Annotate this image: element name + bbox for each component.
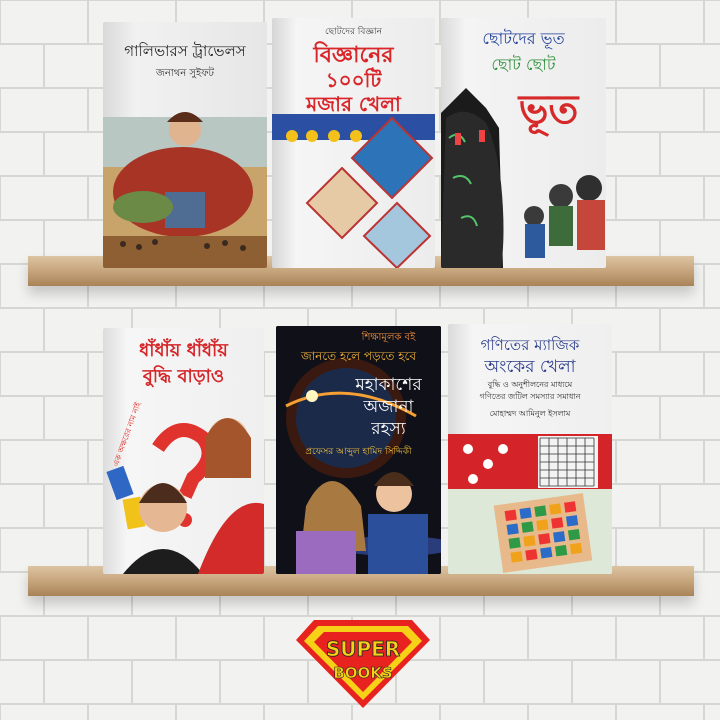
book-series: শিক্ষামূলক বই (361, 332, 416, 343)
book-author: জনাথন সুইফট (155, 68, 214, 79)
book-side-text: এক অক্ষরের নাম নাই (111, 400, 143, 468)
book-title-line1: বিজ্ঞানের (313, 43, 394, 68)
book-title-line2: অংকের খেলা (484, 357, 576, 377)
book-title-line3: মজার খেলা (306, 92, 401, 116)
book-title-line2: অজানা (363, 397, 414, 417)
logo-line2: BOOKS (333, 664, 393, 682)
book-title-line3: রহস্য (371, 419, 406, 439)
logo-line1: SUPER (325, 637, 401, 661)
book-author: মোহাম্মদ আমিনুল ইসলাম (489, 409, 571, 418)
book-subtitle-line1: বুদ্ধি ও অনুশীলনের মাধ্যমে (487, 380, 573, 389)
book-tagline: জানতে হলে পড়তে হবে (300, 349, 417, 363)
book-gullivers-travels[interactable] (103, 22, 267, 268)
book-title-big: ভূত (518, 87, 579, 133)
book-title-line2: ১০০টি (325, 68, 382, 92)
book-subtitle-line2: গণিতের জটিল সমস্যার সমাধান (479, 392, 581, 401)
book-ganiter-magic[interactable] (448, 324, 612, 574)
book-science-100-games[interactable] (272, 18, 435, 268)
book-chotoder-bhut[interactable] (441, 18, 606, 268)
logo-shield (294, 618, 432, 710)
book-title-line1: ছোটদের ভূত (482, 29, 565, 48)
book-author: প্রফেসর আব্দুল হামিদ সিদ্দিকী (305, 447, 412, 457)
super-books-logo[interactable] (294, 618, 432, 710)
book-title-line1: মহাকাশের (355, 375, 422, 395)
book-title-line2: বুদ্ধি বাড়াও (142, 366, 225, 387)
book-title-line1: গণিতের ম্যাজিক (480, 336, 580, 354)
book-title-line2: ছোট ছোট (491, 55, 556, 74)
book-mohakasher-rohosso[interactable] (276, 326, 441, 574)
book-title-line1: ধাঁধাঁয় ধাঁধাঁয় (139, 340, 228, 361)
book-title: গালিভারস ট্রাভেলস (124, 42, 246, 60)
book-dhadhay-buddhi[interactable] (103, 328, 264, 574)
book-series: ছোটদের বিজ্ঞান (325, 27, 382, 37)
